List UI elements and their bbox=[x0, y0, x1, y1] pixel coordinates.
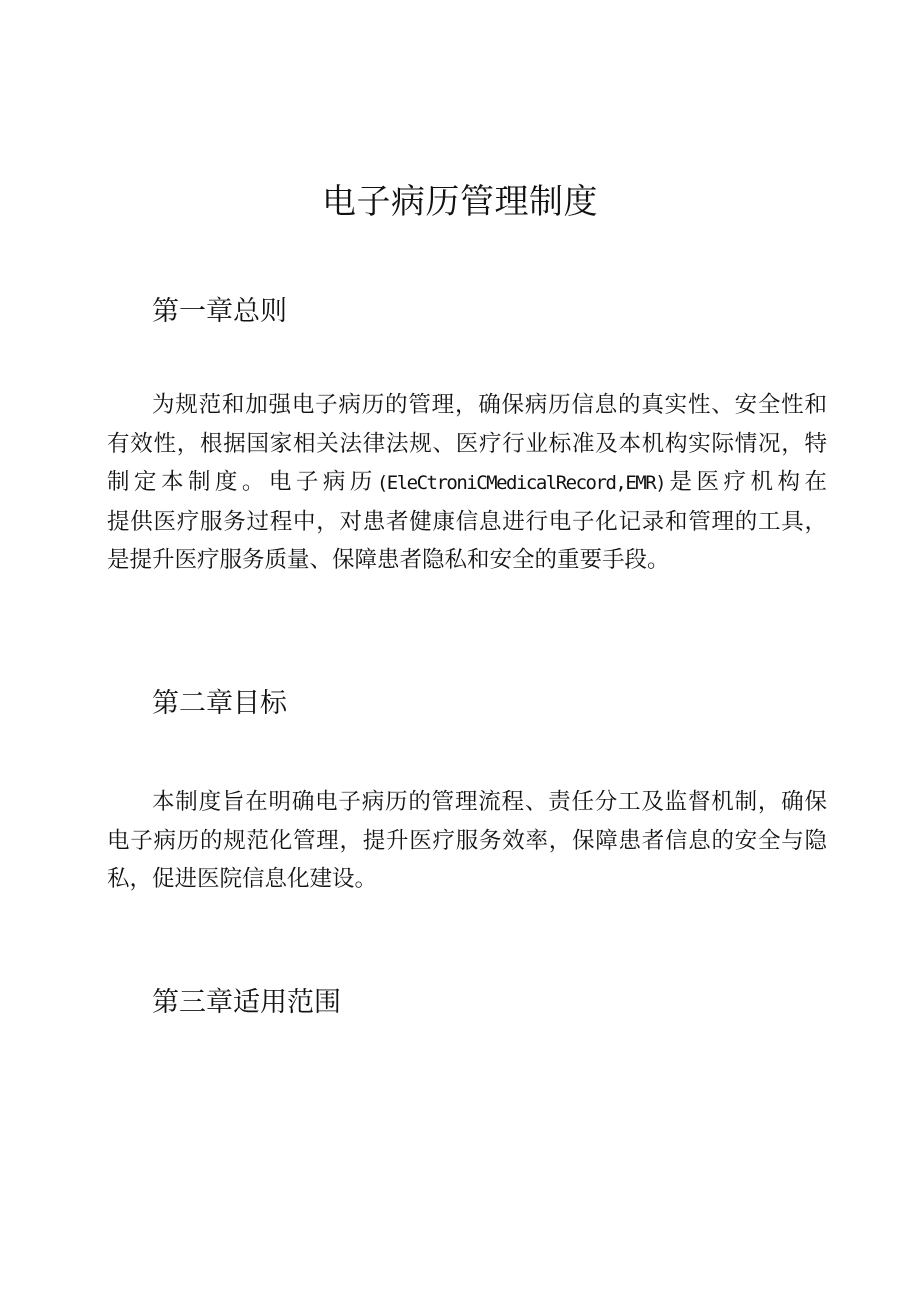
paragraph-text-run: 制定本制度。电子病历 bbox=[107, 469, 377, 495]
document-title: 电子病历管理制度 bbox=[322, 182, 598, 222]
chapter-heading-general: 第一章总则 bbox=[152, 296, 287, 327]
paragraph-line: 是提升医疗服务质量、保障患者隐私和安全的重要手段。 bbox=[107, 547, 670, 573]
chapter-heading-goals: 第二章目标 bbox=[152, 688, 287, 719]
paragraph-line: 私，促进医院信息化建设。 bbox=[107, 866, 378, 892]
chapter-goals-paragraph bbox=[107, 783, 827, 899]
paragraph-line: 有效性，根据国家相关法律法规、医疗行业标准及本机构实际情况，特 bbox=[107, 430, 827, 457]
paragraph-text-run: 是医疗机构在 bbox=[665, 469, 827, 495]
chapter-general-paragraph bbox=[107, 386, 827, 580]
paragraph-line: 本制度旨在明确电子病历的管理流程、责任分工及监督机制，确保 bbox=[152, 789, 827, 815]
paragraph-line: 提供医疗服务过程中，对患者健康信息进行电子化记录和管理的工具， bbox=[107, 508, 827, 535]
emr-abbreviation: (EleCtroniCMedicalRecord,EMR) bbox=[376, 472, 666, 494]
paragraph-line: 为规范和加强电子病历的管理，确保病历信息的真实性、安全性和 bbox=[152, 392, 827, 418]
paragraph-line-mixed bbox=[107, 463, 827, 503]
chapter-heading-scope: 第三章适用范围 bbox=[152, 987, 341, 1018]
paragraph-line: 电子病历的规范化管理，提升医疗服务效率，保障患者信息的安全与隐 bbox=[107, 827, 827, 854]
